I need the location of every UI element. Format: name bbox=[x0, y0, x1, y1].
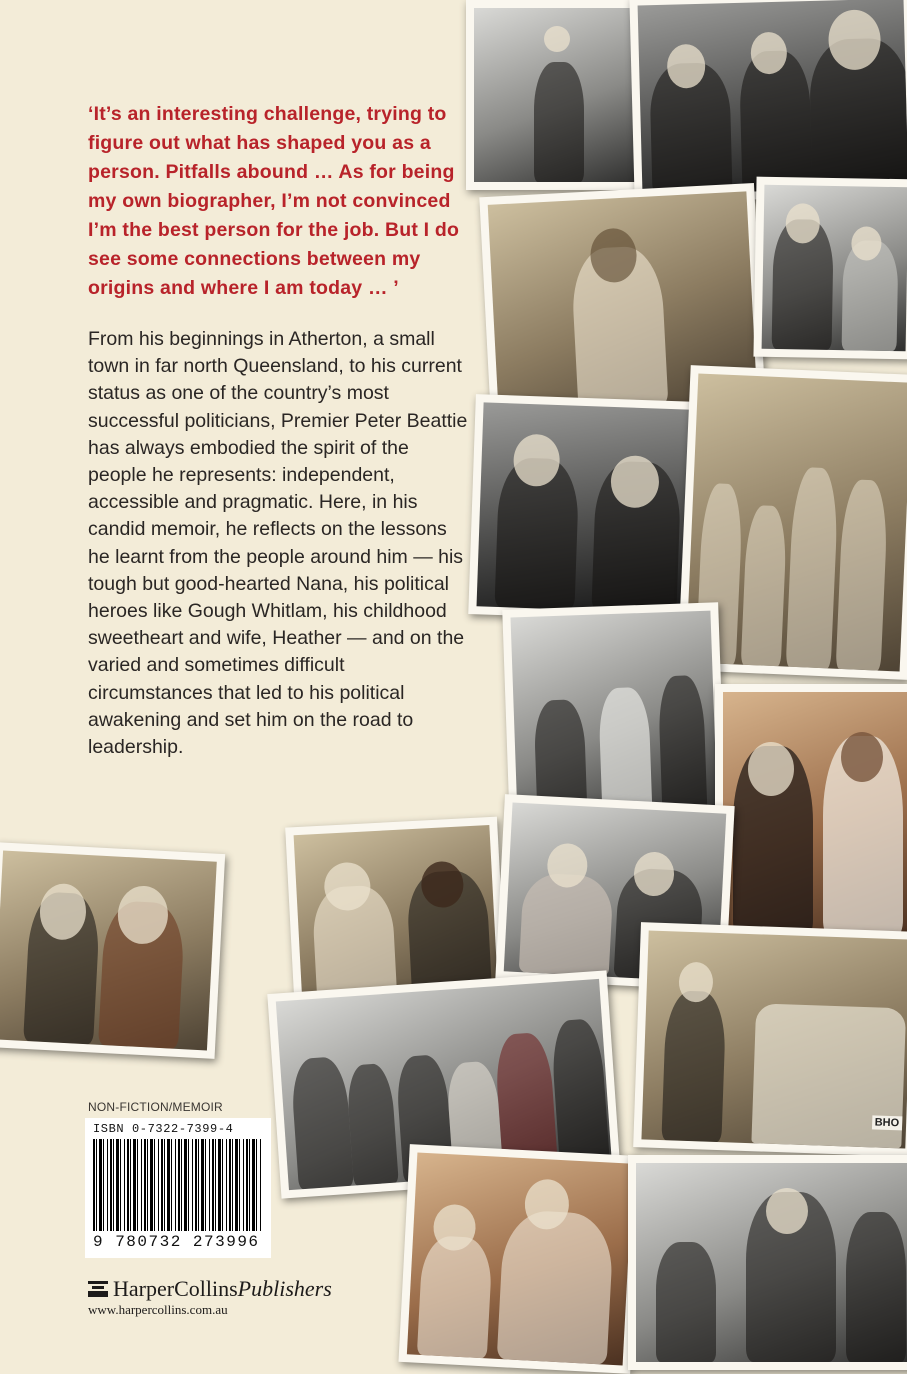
barcode-bars bbox=[93, 1139, 263, 1231]
photo-couple-1970s bbox=[0, 842, 225, 1059]
photo-sheikh-meeting bbox=[715, 684, 907, 944]
photo-street-walk bbox=[753, 177, 907, 360]
back-cover-quote: ‘It’s an interesting challenge, trying to figure out what has shaped you as a person. Pitfalls abound … As for being my own biographer, I’m not convinced I’m the best person for the job. But I do see some connections between my origins and where I am today … ’ bbox=[88, 103, 460, 299]
publisher-url: www.harpercollins.com.au bbox=[88, 1302, 228, 1317]
category-label: NON-FICTION/MEMOIR bbox=[88, 1100, 223, 1114]
photo-two-leaders-suits bbox=[468, 394, 701, 622]
isbn-text: ISBN 0-7322-7399-4 bbox=[93, 1122, 234, 1136]
photo-boy-at-door bbox=[466, 0, 652, 190]
isbn-barcode bbox=[85, 1118, 271, 1258]
photo-mother-and-children bbox=[398, 1144, 641, 1374]
ean-number: 9 780732 273996 bbox=[93, 1233, 260, 1251]
publisher-logo bbox=[88, 1276, 332, 1302]
photo-politicians-walking bbox=[629, 0, 907, 203]
harpercollins-fire-icon bbox=[88, 1281, 108, 1297]
publisher-name: HarperCollins bbox=[113, 1276, 238, 1301]
publisher-name-italic: Publishers bbox=[237, 1276, 332, 1301]
back-cover-blurb: From his beginnings in Atherton, a small town in far north Queensland, to his current status as one of the country’s most successful politicians, Premier Peter Beattie has always embodied the spirit of the people he represents: independent, accessible and pragmatic. Here, in his candid memoir, he reflects on the lessons he learnt from the people around him — his tough but good-hearted Nana, his political heroes like Gough Whitlam, his childhood sweetheart and wife, Heather — and on the varied and sometimes difficult circumstances that led to his political awakening and set him on the road to leadership. bbox=[88, 328, 468, 759]
photo-leader-speaking bbox=[628, 1155, 907, 1370]
van-number-plate: BHO bbox=[871, 1115, 902, 1130]
photo-woman-with-van bbox=[633, 922, 907, 1157]
